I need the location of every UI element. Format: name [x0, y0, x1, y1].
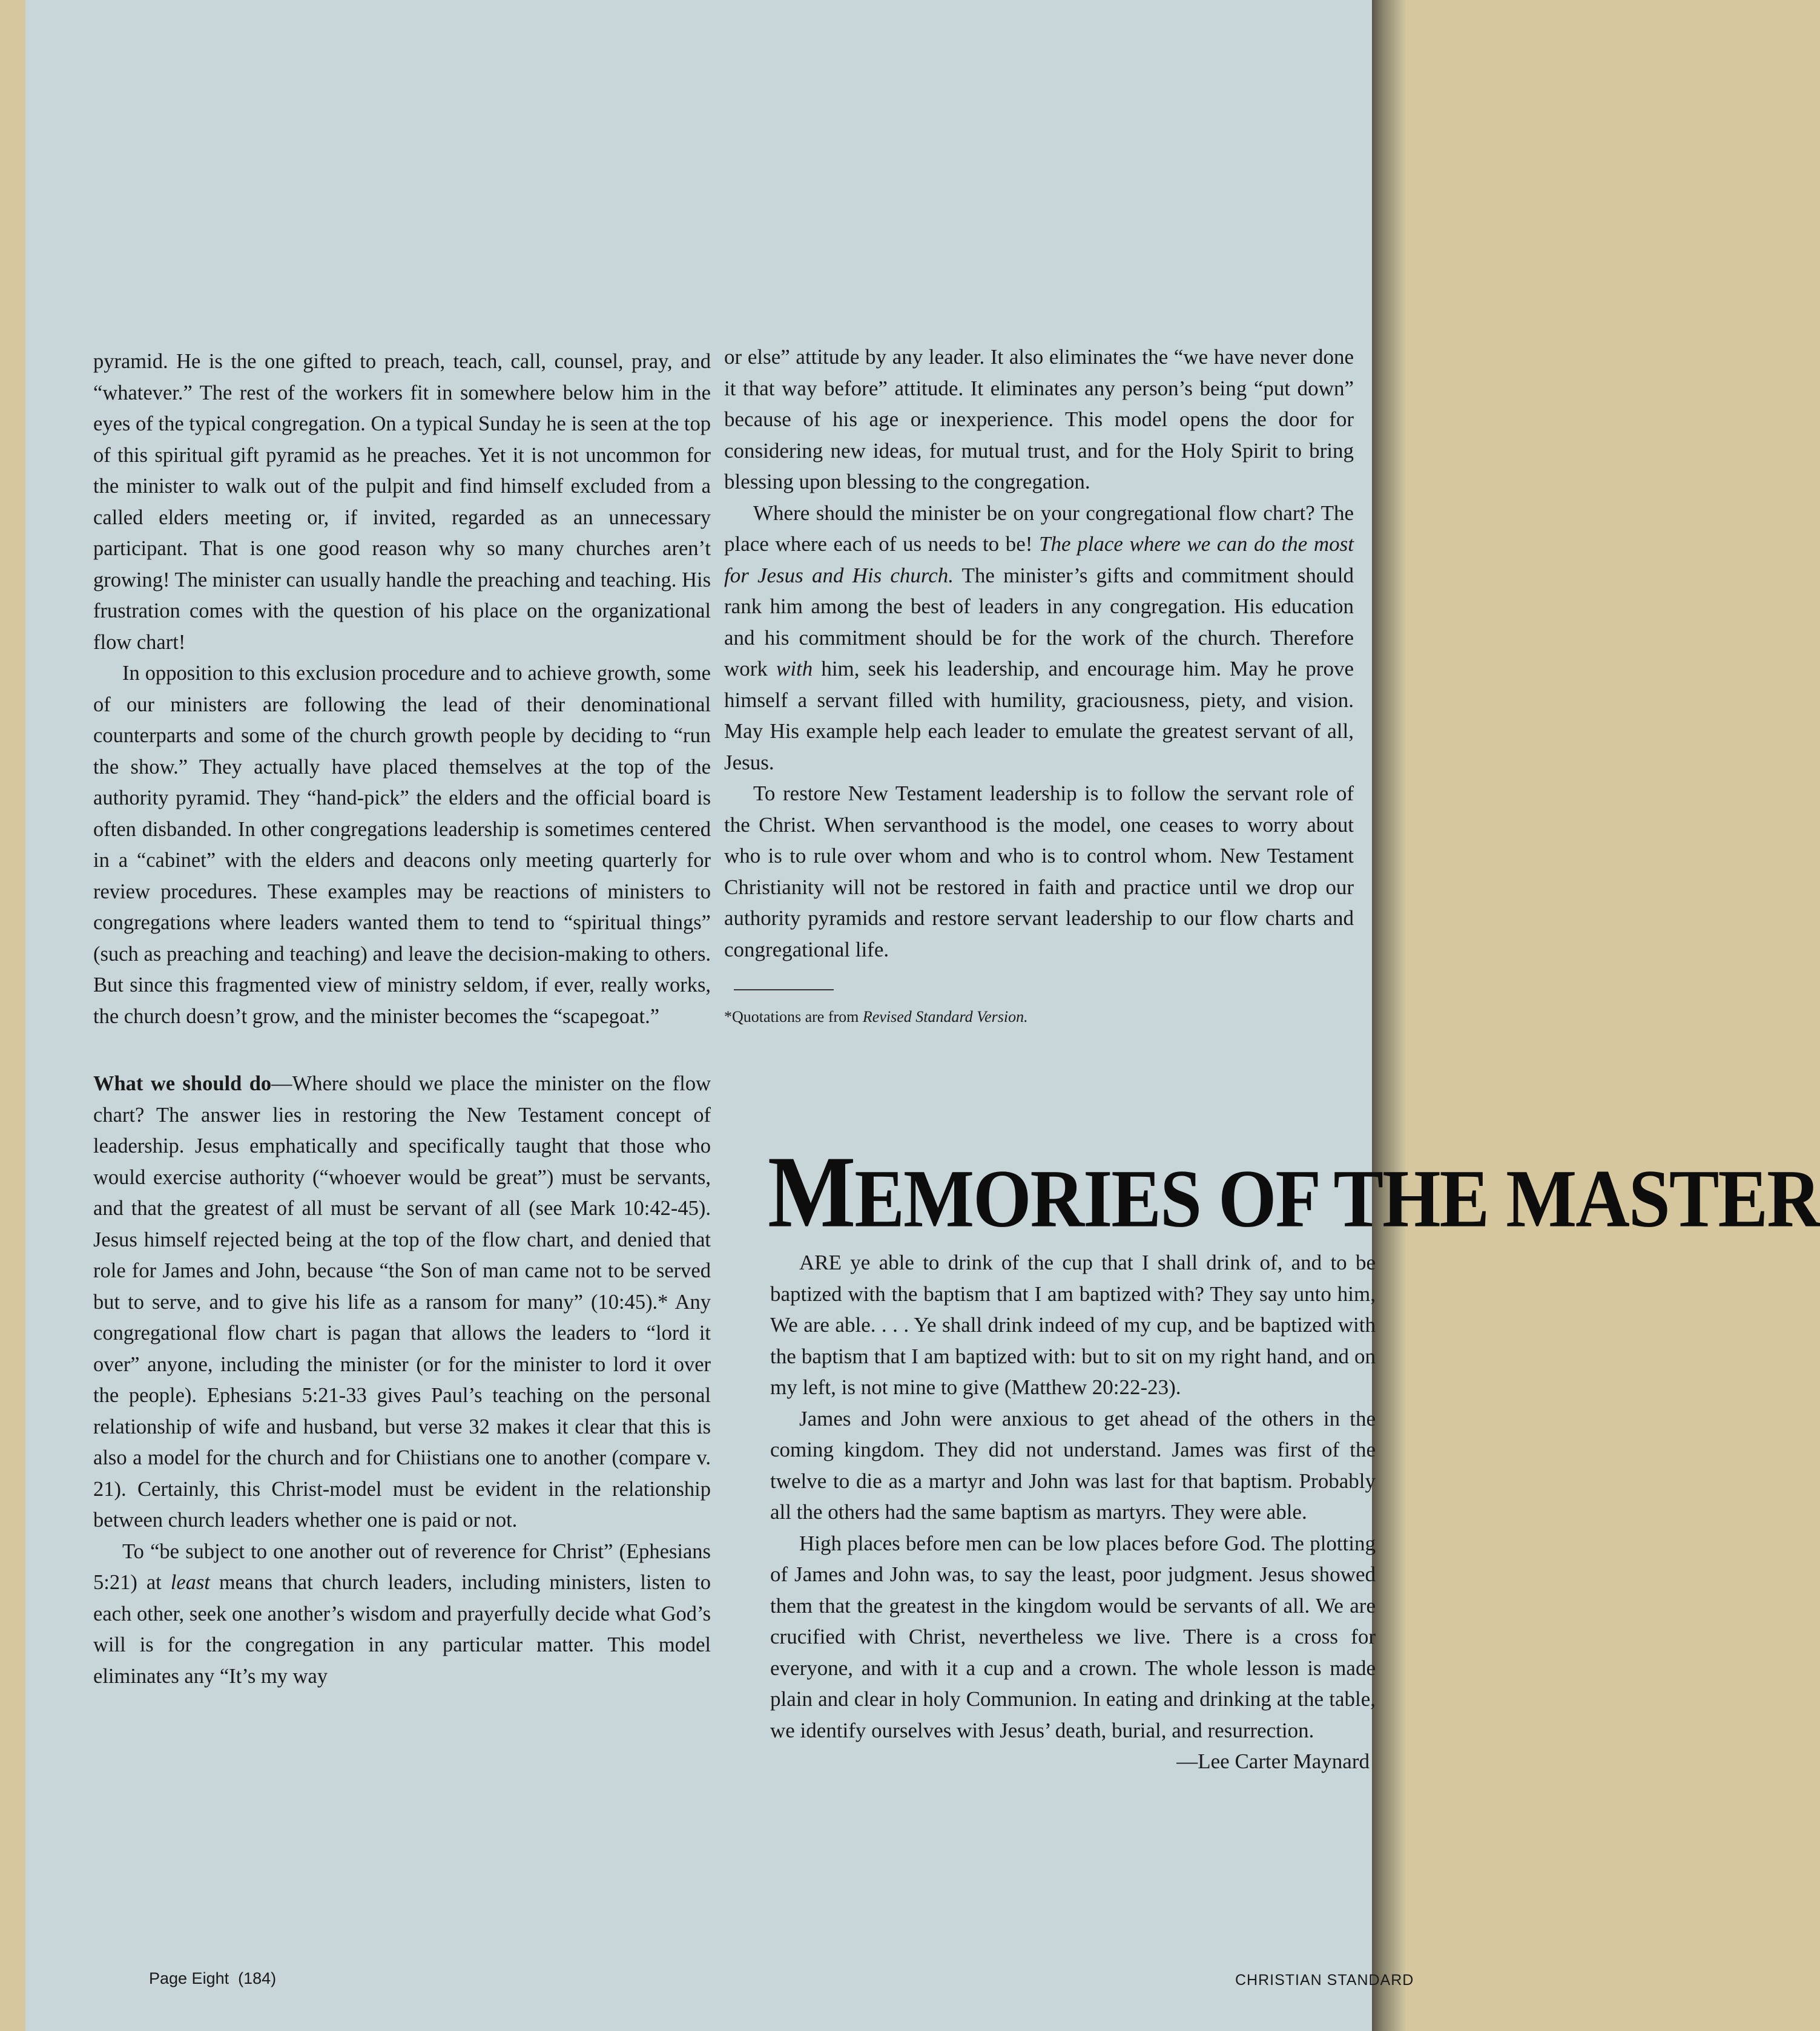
article-paragraph — [724, 498, 1354, 778]
emphasis-text: with — [776, 657, 813, 680]
feature-paragraph: High places before men can be low places before God. The plotting of James and John was, to say the least, poor judgment. Jesus showed them that the greatest in the kingdom would be servants of all. We are crucified with Christ, nevertheless we live. There is a cross for everyone, and with it a cup and a crown. The whole lesson is made plain and clear in holy Communion. In eating and drinking at the table, we identify ourselves with Jesus’ death, burial, and resurrection. — [770, 1531, 1376, 1742]
memories-of-the-master-title — [768, 1136, 1820, 1249]
article-paragraph: To restore New Testament leadership is to follow the servant role of the Christ. When servanthood is the model, one ceases to worry about who is to rule over whom and who is to control whom. New Testament Christianity will not be restored in faith and practice until we drop our authority pyramids and restore servant leadership to our flow charts and congregational life. — [724, 782, 1354, 961]
article-paragraph-text: means that church leaders, including ministers, listen to each other, seek one another’s wisdom and prayerfully decide what God’s will is for the congregation in any particular matter. This model eliminates any “It’s my way — [93, 1571, 711, 1688]
feature-paragraph: ARE ye able to drink of the cup that I shall drink of, and to be baptized with the baptism that I am baptized with? They say unto him, We are able. . . . Ye shall drink indeed of my cup, and be baptized with the baptism that I am baptized with: but to sit on my right hand, and on my left, is not mine to give (Matthew 20:22-23). — [770, 1251, 1376, 1399]
footnote-rule — [734, 989, 834, 990]
footnote-text: *Quotations are from — [724, 1008, 863, 1025]
page-binding-edge — [1372, 0, 1405, 2031]
article-paragraph: In opposition to this exclusion procedure and to achieve growth, some of our ministers are following the lead of their denominational counterparts and some of the church growth people by deciding to “run the show.” They actually have placed themselves at the top of the authority pyramid. They “hand-pick” the elders and the official board is often disbanded. In other congregations leadership is sometimes centered in a “cabinet” with the elders and deacons only meeting quarterly for review procedures. These examples may be reactions of ministers to congregations where leaders wanted them to tend to “spiritual things” (such as preaching and teaching) and leave the decision-making to others. But since this fragmented view of ministry seldom, if ever, really works, the church doesn’t grow, and the minister becomes the “scapegoat.” — [93, 662, 711, 1028]
article-right-column — [724, 341, 1354, 1028]
page-number: (184) — [238, 1969, 277, 1987]
feature-paragraph: James and John were anxious to get ahead of the others in the coming kingdom. They did not understand. James was first of the twelve to die as a martyr and John was last for that baptism. Probably all the others had the same baptism as martyrs. They were able. — [770, 1406, 1376, 1524]
page-label: Page Eight — [149, 1969, 229, 1987]
article-paragraph — [93, 1068, 711, 1536]
footnote-source: Revised Standard Version. — [862, 1008, 1028, 1025]
article-paragraph: or else” attitude by any leader. It also eliminates the “we have never done it that way before” attitude. It eliminates any person’s being “put down” because of his age or inexperience. This model opens the door for considering new ideas, for mutual trust, and for the Holy Spirit to bring blessing upon blessing to the congregation. — [724, 345, 1354, 493]
emphasis-text: least — [170, 1571, 210, 1594]
publication-name: CHRISTIAN STANDARD — [1235, 1972, 1414, 1989]
article-paragraph — [93, 1536, 711, 1693]
article-paragraph-text: him, seek his leadership, and encourage him. May he prove himself a servant filled with humility, graciousness, piety, and vision. May His example help each leader to emulate the greatest servant of all, Jesus. — [724, 657, 1354, 774]
article-paragraph-text: The minister’s gifts and commitment should rank him among the best of leaders in any congregation. His education and his commitment should be for the work of the church. Therefore work — [724, 563, 1354, 680]
title-rest: EMORIES OF THE MASTER — [854, 1153, 1820, 1245]
section-heading-runin: What we should do — [93, 1072, 272, 1095]
article-left-column — [93, 346, 711, 1692]
article-paragraph-text: To “be subject to one another out of reverence for Christ” (Ephesians 5:21) at — [93, 1539, 711, 1594]
title-initial: M — [768, 1136, 855, 1249]
footnote — [724, 1006, 1354, 1028]
article-paragraph-text: Where should the minister be on your congregational flow chart? The place where each of us needs to be! — [724, 501, 1354, 556]
article-paragraph-text: —Where should we place the minister on the flow chart? The answer lies in restoring the New Testament concept of leadership. Jesus emphatically and specifically taught that those who would exercise authority (“whoever would be great”) must be servants, and that the greatest of all must be servant of all (see Mark 10:42-45). Jesus himself rejected being at the top of the flow chart, and denied that role for James and John, because “the Son of man came not to be served but to serve, and to give his life as a ransom for many” (10:45).* Any congregational flow chart is pagan that allows the leaders to “lord it over” anyone, including the minister (or for the minister to lord it over the people). Ephesians 5:21-33 gives Paul’s teaching on the personal relationship of wife and husband, but verse 32 makes it clear that this is also a model for the church and for Chiistians one to another (compare v. 21). Certainly, this Christ-model must be evident in the relationship between church leaders whether one is paid or not. — [93, 1072, 711, 1532]
memories-feature — [770, 1247, 1376, 1777]
emphasis-text: The place where we can do the most for Jesus and His church. — [724, 532, 1354, 587]
author-signature: —Lee Carter Maynard — [1176, 1750, 1370, 1773]
article-paragraph: pyramid. He is the one gifted to preach, teach, call, counsel, pray, and “whatever.” The rest of the workers fit in somewhere below him in the eyes of the typical congregation. On a typical Sunday he is seen at the top of this spiritual gift pyramid as he preaches. Yet it is not uncommon for the minister to walk out of the pulpit and find himself excluded from a called elders meeting or, if invited, regarded as an unnecessary participant. That is one good reason why so many churches aren’t growing! The minister can usually handle the preaching and teaching. His frustration comes with the question of his place on the organizational flow chart! — [93, 350, 711, 654]
page-folio — [149, 1969, 276, 1988]
